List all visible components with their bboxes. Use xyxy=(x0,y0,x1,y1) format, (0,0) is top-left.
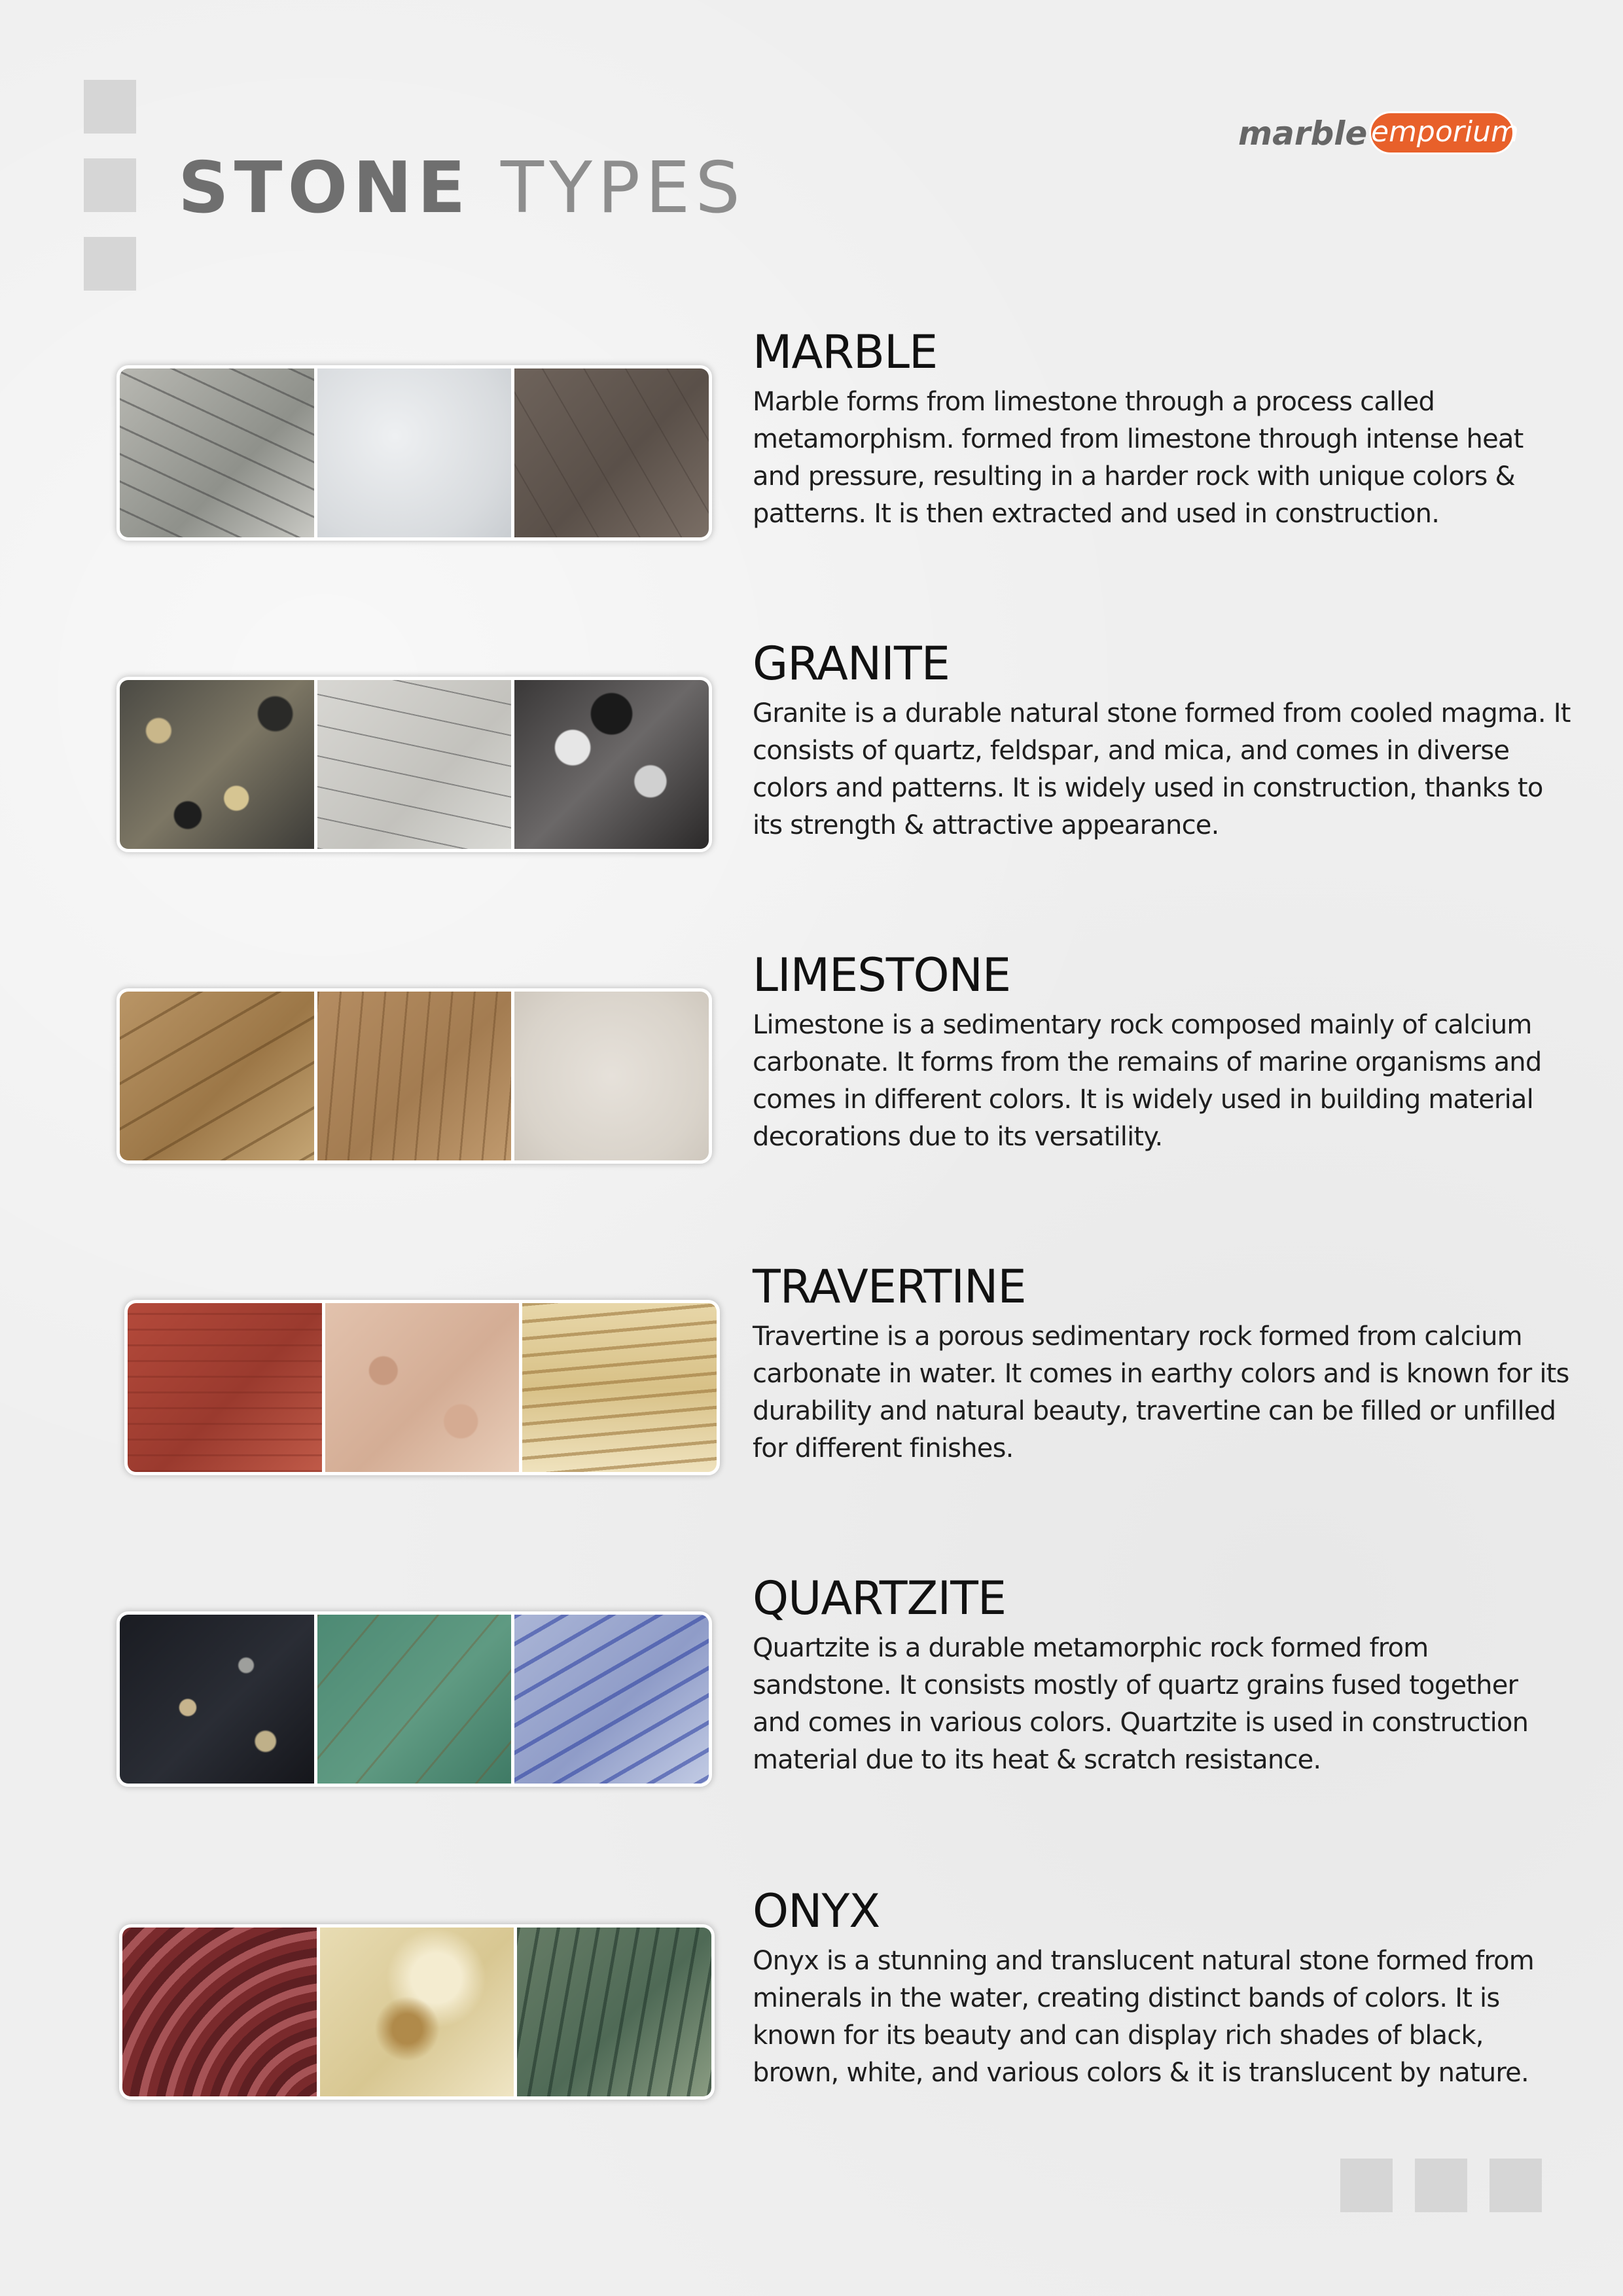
swatch-strip xyxy=(116,1611,712,1787)
stone-swatch xyxy=(314,992,512,1160)
logo-text-marble: marble xyxy=(1238,115,1368,152)
stone-swatch xyxy=(511,368,709,537)
stone-section-travertine xyxy=(0,1260,1623,1555)
stone-section-onyx xyxy=(0,1884,1623,2179)
stone-swatch xyxy=(122,1928,317,2096)
swatch-strip xyxy=(116,988,712,1164)
stone-swatch xyxy=(120,680,314,849)
decorative-square xyxy=(84,80,136,134)
swatch-strip xyxy=(116,365,712,541)
stone-swatch xyxy=(322,1303,520,1472)
stone-description: Limestone is a sedimentary rock composed mainly of calcium carbonate. It forms from the remains of marine organisms and comes in different colors. It is widely used in building material decorations due to its versatility. xyxy=(753,1010,1542,1152)
page-title-light: TYPES xyxy=(501,147,745,229)
decorative-square xyxy=(84,158,136,212)
stone-swatch xyxy=(120,992,314,1160)
logo-text-emporium: emporium xyxy=(1369,111,1514,154)
stone-heading: TRAVERTINE xyxy=(753,1260,1026,1314)
stone-swatch xyxy=(511,1615,709,1784)
stone-swatch xyxy=(314,680,512,849)
stone-swatch xyxy=(511,992,709,1160)
stone-description: Quartzite is a durable metamorphic rock formed from sandstone. It consists mostly of quartz grains fused together and comes in various colors. Quartzite is used in construction material due to its heat & scratch resistance. xyxy=(753,1633,1529,1775)
stone-swatch xyxy=(128,1303,322,1472)
stone-description: Marble forms from limestone through a process called metamorphism. formed from limestone through intense heat and pressure, resulting in a harder rock with unique colors & patterns. It is then extracted and used in construction. xyxy=(753,387,1524,529)
page-title xyxy=(178,143,745,234)
brand-logo xyxy=(1238,111,1517,157)
swatch-strip xyxy=(119,1924,715,2100)
decorative-square xyxy=(84,237,136,291)
stone-section-marble xyxy=(0,325,1623,620)
stone-heading: LIMESTONE xyxy=(753,948,1011,1002)
stone-heading: GRANITE xyxy=(753,637,950,691)
stone-swatch xyxy=(317,1928,514,2096)
page-title-bold: STONE xyxy=(178,147,471,229)
stone-swatch xyxy=(314,1615,512,1784)
swatch-strip xyxy=(116,677,712,852)
stone-description: Granite is a durable natural stone formed from cooled magma. It consists of quartz, feldspar, and mica, and comes in diverse colors and patterns. It is widely used in construction, thanks to its strength & attractive appearance. xyxy=(753,698,1571,840)
stone-description: Travertine is a porous sedimentary rock formed from calcium carbonate in water. It comes in earthy colors and is known for its durability and natural beauty, travertine can be filled or unfilled for different finishes. xyxy=(753,1321,1569,1463)
stone-swatch xyxy=(519,1303,717,1472)
stone-section-quartzite xyxy=(0,1571,1623,1867)
stone-heading: MARBLE xyxy=(753,325,938,379)
stone-heading: QUARTZITE xyxy=(753,1571,1007,1625)
stone-swatch xyxy=(314,368,512,537)
stone-swatch xyxy=(120,1615,314,1784)
swatch-strip xyxy=(124,1300,720,1475)
stone-swatch xyxy=(511,680,709,849)
stone-section-limestone xyxy=(0,948,1623,1244)
stone-section-granite xyxy=(0,637,1623,932)
stone-swatch xyxy=(120,368,314,537)
stone-description: Onyx is a stunning and translucent natural stone formed from minerals in the water, creating distinct bands of colors. It is known for its beauty and can display rich shades of black, brown, white, and various colors & it is translucent by nature. xyxy=(753,1946,1534,2088)
stone-heading: ONYX xyxy=(753,1884,880,1938)
stone-swatch xyxy=(514,1928,711,2096)
